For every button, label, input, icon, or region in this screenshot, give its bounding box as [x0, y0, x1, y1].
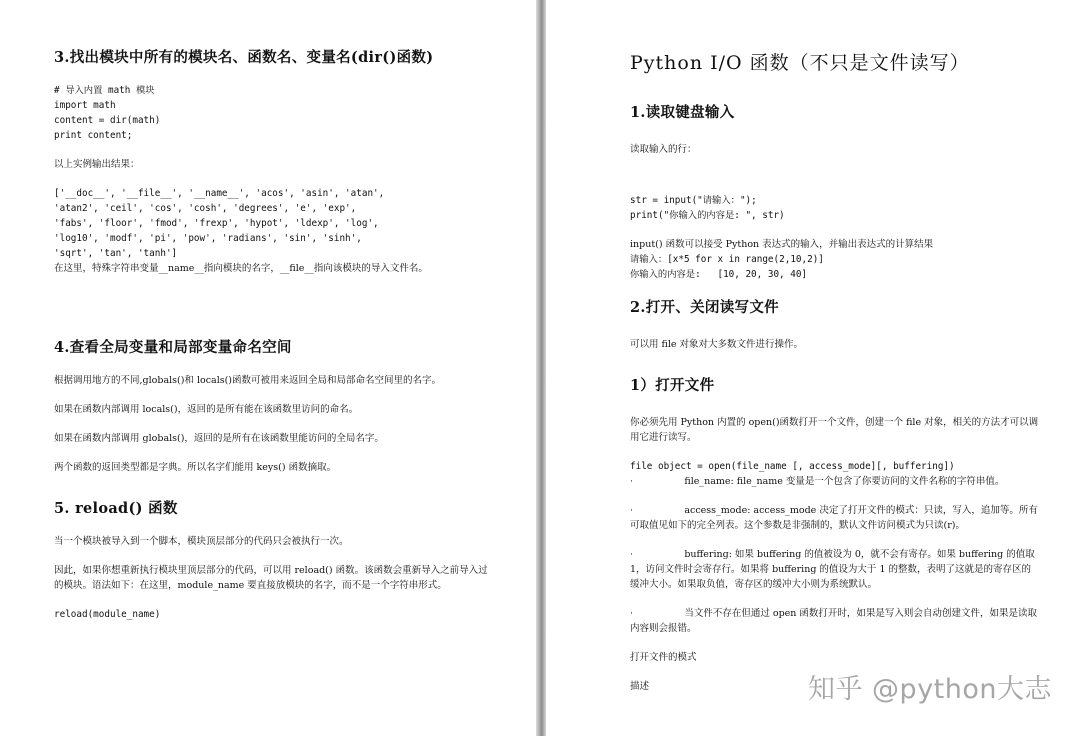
section1-code2: [630, 252, 1040, 282]
section2-paragraph: 可以用 file 对象对大多数文件进行操作。: [630, 339, 804, 350]
code-line: 你输入的内容是: [10, 20, 30, 40]: [630, 269, 808, 280]
section4-paragraph: 根据调用地方的不同,globals()和 locals()函数可被用来返回全局和局部命名空间里的名字。: [54, 375, 442, 386]
section3-title: 3.找出模块中所有的模块名、函数名、变量名(dir()函数): [54, 49, 434, 66]
left-page: [0, 0, 536, 736]
code-line: print content;: [54, 130, 133, 141]
section3-code: [54, 83, 496, 143]
section4-paragraph: 如果在函数内部调用 globals()，返回的是所有在该函数里能访问的全局名字。: [54, 433, 384, 444]
section5-paragraph: 当一个模块被导入到一个脚本，模块顶层部分的代码只会被执行一次。: [54, 536, 349, 547]
section3-output-label: 以上实例输出结果：: [54, 159, 140, 170]
code-line: # 导入内置 math 模块: [54, 85, 155, 96]
bullet-item: · file_name: file_name 变量是一个包含了你要访问的文件名称的字符串值。: [630, 476, 1005, 487]
section2-sub1-title: 1）打开文件: [630, 377, 715, 394]
output-line: 'atan2', 'ceil', 'cos', 'cosh', 'degrees', 'e', 'exp',: [54, 203, 357, 214]
section1-paragraph: 读取输入的行：: [630, 144, 697, 155]
bullet-item: · access_mode: access_mode 决定了打开文件的模式：只读，写入，追加等。所有可取值见如下的完全列表。这个参数是非强制的，默认文件访问模式为只读(r)。: [630, 505, 1038, 531]
section2-title: 2.打开、关闭读写文件: [630, 299, 779, 316]
section4-paragraph: 两个函数的返回类型都是字典。所以名字们能用 keys() 函数摘取。: [54, 462, 337, 473]
section2-sub1-paragraph: 你必须先用 Python 内置的 open()函数打开一个文件，创建一个 file 对象，相关的方法才可以调用它进行读写。: [630, 417, 1039, 443]
output-line: 'log10', 'modf', 'pi', 'pow', 'radians', 'sin', 'sinh',: [54, 233, 362, 244]
section1-code: [630, 193, 1040, 223]
page-gutter: [536, 0, 546, 736]
section3-note: 在这里，特殊字符串变量__name__指向模块的名字，__file__指向该模块的导入文件名。: [54, 263, 428, 274]
section1-title: 1.读取键盘输入: [630, 104, 735, 121]
output-line: 'sqrt', 'tan', 'tanh']: [54, 248, 178, 259]
output-line: 'fabs', 'floor', 'fmod', 'frexp', 'hypot', 'ldexp', 'log',: [54, 218, 379, 229]
code-line: import math: [54, 100, 116, 111]
section5-paragraph: 因此，如果你想重新执行模块里顶层部分的代码，可以用 reload() 函数。该函数会重新导入之前导入过的模块。语法如下：在这里，module_name 要直接放模块的名字，而不是一个字符串形式。: [54, 565, 488, 591]
page-title: Python I/O 函数（不只是文件读写）: [630, 52, 970, 74]
desc-label: 描述: [630, 681, 650, 692]
section4-paragraph: 如果在函数内部调用 locals()，返回的是所有能在该函数里访问的命名。: [54, 404, 359, 415]
right-page: [546, 0, 1080, 736]
section5-title: 5. reload() 函数: [54, 500, 178, 517]
section3-output: [54, 186, 496, 261]
code-line: 请输入：[x*5 for x in range(2,10,2)]: [630, 254, 824, 265]
bullet-item: · buffering: 如果 buffering 的值被设为 0，就不会有寄存。如果 buffering 的值取 1，访问文件时会寄存行。如果将 buffering 的值设为大于 1 的整数，表明了这就是的寄存区的缓冲大小。如果取负值，寄存区的缓冲大小则为系统默认。: [630, 549, 1038, 590]
code-line: content = dir(math): [54, 115, 161, 126]
code-line: str = input("请输入：");: [630, 195, 757, 206]
mode-label: 打开文件的模式: [630, 652, 697, 663]
code-line: print("你输入的内容是: ", str): [630, 210, 785, 221]
section5-code: reload(module_name): [54, 609, 161, 620]
section4-title: 4.查看全局变量和局部变量命名空间: [54, 339, 292, 356]
bullet-item: · 当文件不存在但通过 open 函数打开时，如果是写入则会自动创建文件，如果是读取内容则会报错。: [630, 608, 1037, 634]
watermark: 知乎 @python大志: [807, 674, 1052, 705]
open-syntax-code: file object = open(file_name [, access_mode][, buffering]): [630, 461, 955, 472]
output-line: ['__doc__', '__file__', '__name__', 'acos', 'asin', 'atan',: [54, 188, 385, 199]
section1-paragraph: input() 函数可以接受 Python 表达式的输入，并输出表达式的计算结果: [630, 239, 934, 250]
